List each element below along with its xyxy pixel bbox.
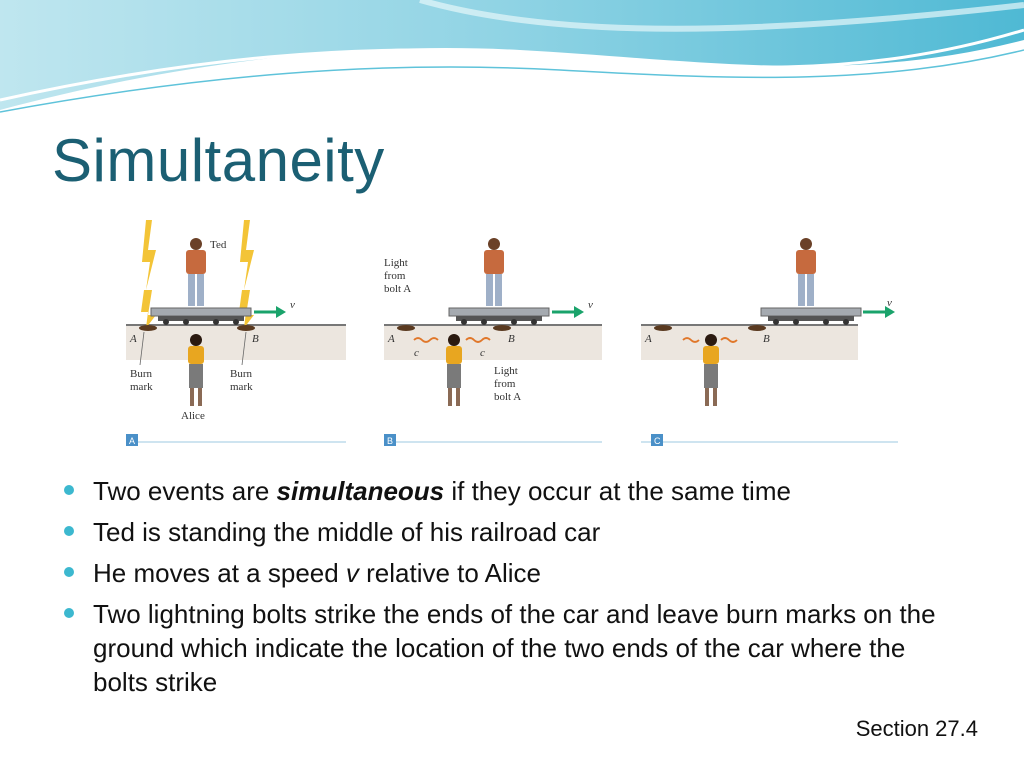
- panel-c-tag: C: [654, 436, 661, 446]
- burn-mark-right: [493, 325, 511, 331]
- bullet-dot-icon: [64, 567, 74, 577]
- bullet-dot-icon: [64, 608, 74, 618]
- simultaneity-figure: [126, 220, 901, 452]
- panel-a-tag: A: [129, 436, 136, 446]
- burn-mark-right: [237, 325, 255, 331]
- panel-b: [384, 238, 602, 446]
- panel-a: [126, 220, 346, 446]
- bullet-item: [62, 474, 962, 508]
- bullet-emphasis: simultaneous: [276, 476, 445, 506]
- burn-mark-left-line1: Burn: [130, 368, 152, 380]
- alice-label: Alice: [181, 410, 205, 422]
- lightning-bolt-right-icon: [240, 220, 254, 290]
- bullet-item: [62, 556, 962, 590]
- ted-label: Ted: [210, 239, 227, 251]
- burn-mark-left: [139, 325, 157, 331]
- slide-title: Simultaneity: [52, 127, 385, 194]
- point-b-label: B: [252, 333, 259, 345]
- light-from-bolt-a-bottom-line1: Light: [494, 365, 518, 377]
- light-from-bolt-a-top-line1: Light: [384, 257, 408, 269]
- bullet-text: He moves at a speed: [93, 558, 346, 588]
- velocity-label: v: [290, 299, 295, 311]
- bullet-text: Two lightning bolts strike the ends of the car and leave burn marks on the ground which indicate the location of the two ends of the car where the bolts strike: [93, 599, 936, 697]
- bullet-dot-icon: [64, 526, 74, 536]
- light-from-bolt-a-bottom-line2: from: [494, 378, 516, 390]
- velocity-label: v: [887, 297, 892, 309]
- burn-mark-right-line2: mark: [230, 381, 253, 393]
- bullet-text: Ted is standing the middle of his railroad car: [93, 517, 601, 547]
- burn-mark-right: [748, 325, 766, 331]
- velocity-arrow-icon: [574, 306, 584, 318]
- section-footer: Section 27.4: [855, 716, 978, 741]
- lightning-bolt-left-icon: [142, 220, 156, 290]
- bullet-text-after: relative to Alice: [358, 558, 542, 588]
- railroad-car: [449, 308, 549, 316]
- bullet-list: [62, 474, 962, 706]
- railroad-car: [761, 308, 861, 316]
- point-b-label: B: [763, 333, 770, 345]
- light-from-bolt-a-top-line2: from: [384, 270, 406, 282]
- light-from-bolt-a-top-line3: bolt A: [384, 283, 412, 295]
- ted-figure: [484, 238, 504, 306]
- ted-figure: [796, 238, 816, 306]
- bullet-text: Two events are: [93, 476, 277, 506]
- railroad-car: [151, 308, 251, 316]
- point-a-label: A: [388, 333, 395, 345]
- bullet-emphasis: v: [345, 558, 359, 588]
- light-from-bolt-a-bottom-line3: bolt A: [494, 391, 522, 403]
- panel-c: [641, 238, 898, 446]
- bullet-dot-icon: [64, 485, 74, 495]
- header-wave-decoration: [0, 0, 1024, 120]
- burn-mark-left: [654, 325, 672, 331]
- velocity-arrow-icon: [276, 306, 286, 318]
- burn-mark-left: [397, 325, 415, 331]
- bullet-text-after: if they occur at the same time: [444, 476, 791, 506]
- speed-c-right-label: c: [480, 347, 485, 359]
- point-a-label: A: [645, 333, 652, 345]
- speed-c-left-label: c: [414, 347, 419, 359]
- point-b-label: B: [508, 333, 515, 345]
- point-a-label: A: [130, 333, 137, 345]
- burn-mark-right-line1: Burn: [230, 368, 252, 380]
- panel-b-tag: B: [387, 436, 394, 446]
- bullet-item: [62, 515, 962, 549]
- ted-figure: [186, 238, 206, 306]
- bullet-item: [62, 597, 962, 699]
- burn-mark-left-line2: mark: [130, 381, 153, 393]
- velocity-label: v: [588, 299, 593, 311]
